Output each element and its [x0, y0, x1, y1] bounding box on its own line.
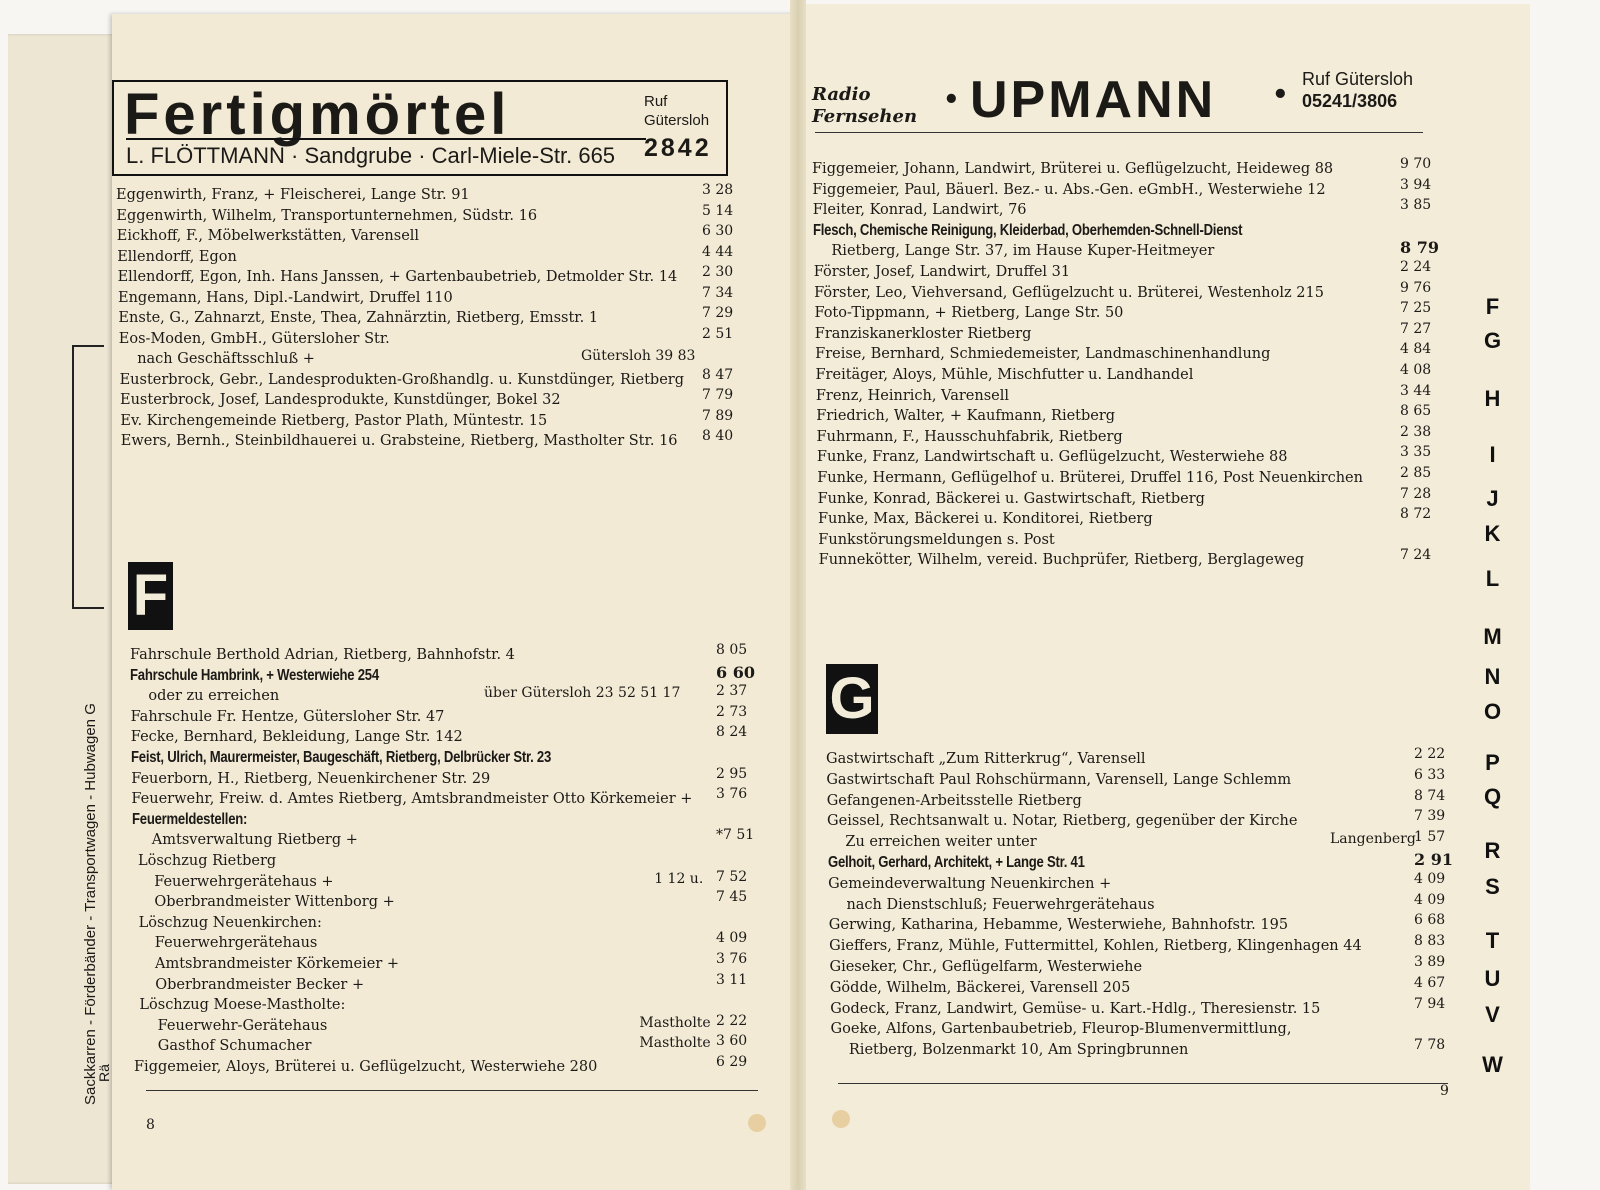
directory-entry: Feuerborn, H., Rietberg, Neuenkirchener Str. 29: [131, 770, 491, 787]
directory-entry: Löschzug Neuenkirchen:: [138, 914, 322, 931]
entry-phone-number: 2 73: [716, 703, 748, 720]
directory-entry: Fahrschule Fr. Hentze, Gütersloher Str. 47: [130, 708, 445, 725]
tab-g[interactable]: G: [1483, 328, 1502, 353]
entry-phone-number: 7 34: [702, 284, 734, 301]
separator-dot: •: [943, 85, 960, 115]
page-stain: [832, 1110, 850, 1128]
entry-phone-number: 2 95: [716, 765, 748, 782]
entry-phone-number: 3 60: [716, 1033, 748, 1050]
directory-entry: Funke, Franz, Landwirtschaft u. Geflügelzucht, Westerwiehe 88: [816, 449, 1288, 466]
book-gutter: [790, 0, 806, 1190]
entry-phone-number: 7 29: [702, 305, 734, 321]
entry-phone-number: 2 30: [702, 264, 734, 280]
tab-q[interactable]: Q: [1483, 784, 1502, 809]
directory-entry: Funke, Hermann, Geflügelhof u. Brüterei, Druffel 116, Post Neuenkirchen: [817, 470, 1363, 486]
directory-entry: nach Geschäftsschluß +: [137, 351, 315, 367]
directory-entry: nach Dienstschluß; Feuerwehrgerätehaus: [846, 896, 1155, 913]
entry-phone-number: 2 37: [716, 683, 748, 700]
directory-entry: Oberbrandmeister Becker +: [155, 976, 365, 993]
tab-w[interactable]: W: [1482, 1052, 1503, 1077]
upmann-ruf: Ruf Gütersloh: [1302, 69, 1414, 89]
entry-extra: 1 12 u.: [654, 870, 704, 887]
directory-entry: Funkstörungsmeldungen s. Post: [818, 531, 1055, 548]
entry-phone-number: 3 76: [716, 786, 748, 803]
ad-ruf: [644, 92, 709, 130]
entry-phone-number: 3 94: [1400, 176, 1432, 193]
right-footer-rule: [838, 1083, 1448, 1084]
directory-entry: Engemann, Hans, Dipl.-Landwirt, Druffel 110: [118, 289, 453, 306]
fertigmoertel-ad: [112, 80, 728, 176]
entry-phone-number: 7 39: [1414, 808, 1446, 825]
spine-text-2: Rä: [96, 1064, 112, 1082]
entry-phone-number: 5 14: [702, 202, 734, 219]
tab-j[interactable]: J: [1486, 486, 1499, 511]
entry-phone-number: 7 25: [1400, 300, 1432, 317]
entry-phone-number: 7 52: [716, 868, 748, 885]
entry-phone-number: 4 09: [716, 930, 748, 947]
directory-entry: Fleiter, Konrad, Landwirt, 76: [812, 202, 1027, 219]
directory-entry: Zu erreichen weiter unter: [845, 834, 1037, 851]
directory-entry: Frenz, Heinrich, Varensell: [815, 387, 1009, 404]
directory-entry: Feuerwehrgerätehaus: [154, 935, 318, 952]
entry-phone-number: 9 70: [1400, 156, 1432, 172]
section-letter-f: F: [128, 562, 173, 630]
directory-entry: Funke, Max, Bäckerei u. Konditorei, Rietberg: [817, 511, 1153, 528]
tab-u[interactable]: U: [1484, 966, 1501, 991]
entry-phone-number: 1 57: [1414, 829, 1446, 846]
spine-text: Sackkarren - Förderbänder - Transportwagen - Hubwagen G: [82, 703, 99, 1105]
ad-ruf-label: Ruf: [644, 93, 668, 110]
directory-entry: Gelhoit, Gerhard, Architekt, + Lange Str. 41: [827, 854, 1085, 871]
directory-entry: Gödde, Wilhelm, Bäckerei, Varensell 205: [829, 979, 1131, 996]
entry-phone-number: 7 79: [702, 387, 734, 403]
tab-p[interactable]: P: [1485, 750, 1500, 775]
entry-phone-number: 8 24: [716, 724, 748, 741]
entry-phone-number: 2 91: [1414, 850, 1453, 869]
directory-entry: Franziskanerkloster Rietberg: [814, 325, 1032, 342]
directory-entry: Amtsverwaltung Rietberg +: [151, 832, 358, 849]
entry-phone-number: 6 33: [1414, 766, 1446, 783]
entry-phone-number: 8 83: [1414, 933, 1446, 950]
directory-entry: Löschzug Moese-Mastholte:: [139, 997, 346, 1014]
entry-phone-number: 3 28: [702, 182, 734, 198]
entry-phone-number: 8 05: [716, 642, 748, 658]
directory-entry: Feuerwehr, Freiw. d. Amtes Rietberg, Amtsbrandmeister Otto Körkemeier +: [131, 791, 693, 808]
directory-entry: Rietberg, Bolzenmarkt 10, Am Springbrunnen: [848, 1042, 1189, 1059]
directory-entry: Foto-Tippmann, + Rietberg, Lange Str. 50: [814, 305, 1124, 322]
entry-phone-number: 8 79: [1400, 238, 1439, 258]
entry-phone-number: 7 94: [1414, 995, 1446, 1012]
right-page-number: 9: [1440, 1083, 1449, 1099]
entry-extra: über Gütersloh 23 52 51 17: [484, 685, 681, 702]
entry-phone-number: 7 78: [1414, 1037, 1446, 1054]
upmann-logo: UPMANN: [970, 71, 1217, 129]
entry-phone-number: 4 44: [702, 243, 734, 260]
directory-entry: Ellendorff, Egon, Inh. Hans Janssen, + Gartenbaubetrieb, Detmolder Str. 14: [117, 269, 678, 285]
radio-label: Radio: [812, 84, 871, 105]
directory-entry: Eggenwirth, Wilhelm, Transportunternehmen, Südstr. 16: [116, 207, 538, 224]
alphabet-tab-bar: [1455, 285, 1530, 1155]
directory-entry: Ev. Kirchengemeinde Rietberg, Pastor Plath, Müntestr. 15: [120, 412, 548, 429]
directory-entry: Fahrschule Berthold Adrian, Rietberg, Bahnhofstr. 4: [130, 647, 515, 663]
directory-entry: Ellendorff, Egon: [117, 248, 237, 265]
entry-phone-number: 2 24: [1400, 259, 1432, 275]
directory-entry: Gieseker, Chr., Geflügelfarm, Westerwiehe: [829, 959, 1143, 975]
tab-i[interactable]: I: [1489, 442, 1496, 467]
entry-phone-number: 2 38: [1400, 423, 1432, 440]
ad-title: Fertigmörtel: [124, 82, 511, 147]
directory-entry: Gefangenen-Arbeitsstelle Rietberg: [826, 792, 1082, 809]
entry-phone-number: 3 89: [1414, 954, 1446, 970]
directory-entry: Löschzug Rietberg: [138, 853, 277, 869]
entry-phone-number: 7 24: [1400, 547, 1432, 564]
directory-entry: Feuerwehr-Gerätehaus: [157, 1017, 328, 1034]
entry-phone-number: 3 44: [1400, 382, 1432, 399]
directory-entry: Eusterbrock, Josef, Landesprodukte, Kunstdünger, Bokel 32: [120, 392, 561, 408]
directory-entry: Gasthof Schumacher: [157, 1038, 312, 1055]
directory-entry: Rietberg, Lange Str. 37, im Hause Kuper-Heitmeyer: [831, 243, 1215, 260]
entry-phone-number: 9 76: [1400, 279, 1432, 296]
directory-entry: Flesch, Chemische Reinigung, Kleiderbad, Oberhemden-Schnell-Dienst: [813, 221, 1243, 239]
entry-phone-number: 7 27: [1400, 320, 1432, 337]
entry-phone-number: 2 22: [716, 1012, 748, 1029]
entry-extra: Gütersloh 39 83: [581, 348, 696, 364]
directory-entry: Friedrich, Walter, + Kaufmann, Rietberg: [816, 408, 1116, 425]
directory-entry: Feist, Ulrich, Maurermeister, Baugeschäft, Rietberg, Delbrücker Str. 23: [131, 749, 552, 766]
section-letter-g: G: [826, 664, 878, 734]
directory-entry: Amtsbrandmeister Körkemeier +: [155, 956, 400, 972]
tab-o[interactable]: O: [1483, 699, 1502, 724]
upmann-phone: [1302, 68, 1413, 112]
left-footer-rule: [146, 1090, 758, 1091]
entry-phone-number: 7 89: [702, 407, 734, 424]
entry-phone-number: *7 51: [716, 827, 755, 844]
tab-v[interactable]: V: [1485, 1002, 1500, 1027]
directory-entry: Gerwing, Katharina, Hebamme, Westerwiehe, Bahnhofstr. 195: [828, 917, 1289, 934]
entry-phone-number: 4 08: [1400, 362, 1432, 378]
directory-entry: Gemeindeverwaltung Neuenkirchen +: [828, 875, 1112, 892]
tab-f[interactable]: F: [1485, 294, 1500, 319]
tab-k[interactable]: K: [1484, 521, 1501, 546]
directory-entry: Freitäger, Aloys, Mühle, Mischfutter u. Landhandel: [815, 367, 1194, 383]
directory-entry: Funnekötter, Wilhelm, vereid. Buchprüfer, Rietberg, Berglageweg: [818, 552, 1305, 569]
entry-phone-number: 8 47: [702, 366, 734, 383]
directory-entry: Feuerwehrgerätehaus +: [154, 873, 334, 890]
directory-entry: Fuhrmann, F., Hausschuhfabrik, Rietberg: [816, 428, 1123, 445]
directory-entry: Figgemeier, Johann, Landwirt, Brüterei u. Geflügelzucht, Heideweg 88: [812, 161, 1334, 177]
entry-phone-number: 2 51: [702, 325, 734, 342]
directory-entry: Enste, G., Zahnarzt, Enste, Thea, Zahnärztin, Rietberg, Emsstr. 1: [118, 310, 599, 326]
entry-phone-number: 6 60: [716, 662, 755, 682]
entry-phone-number: 4 84: [1400, 341, 1432, 358]
entry-phone-number: 3 35: [1400, 444, 1432, 461]
directory-entry: Goeke, Alfons, Gartenbaubetrieb, Fleurop-Blumenvermittlung,: [830, 1021, 1292, 1038]
directory-entry: Geissel, Rechtsanwalt u. Notar, Rietberg, gegenüber der Kirche: [827, 813, 1298, 830]
directory-entry: Funke, Konrad, Bäckerei u. Gastwirtschaft, Rietberg: [817, 490, 1205, 507]
directory-entry: Förster, Leo, Viehversand, Geflügelzucht u. Brüterei, Westenholz 215: [814, 284, 1324, 301]
directory-entry: Ewers, Bernh., Steinbildhauerei u. Grabsteine, Rietberg, Mastholter Str. 16: [120, 433, 678, 449]
directory-entry: Eggenwirth, Franz, + Fleischerei, Lange Str. 91: [116, 187, 470, 203]
entry-phone-number: 6 68: [1414, 912, 1446, 929]
entry-phone-number: 3 76: [716, 951, 748, 967]
tab-t[interactable]: T: [1485, 928, 1500, 953]
upmann-number: 05241/3806: [1302, 91, 1398, 111]
tab-m[interactable]: M: [1483, 624, 1502, 649]
entry-phone-number: 8 72: [1400, 506, 1432, 523]
directory-entry: Godeck, Franz, Landwirt, Gemüse- u. Kart.-Hdlg., Theresienstr. 15: [830, 1000, 1321, 1017]
radio-fernsehen: [812, 84, 917, 128]
directory-entry: Oberbrandmeister Wittenborg +: [154, 894, 395, 911]
directory-entry: Fecke, Bernhard, Bekleidung, Lange Str. 142: [130, 729, 463, 746]
entry-phone-number: 4 09: [1414, 891, 1446, 908]
entry-phone-number: 3 85: [1400, 197, 1432, 214]
entry-extra: Langenberg: [1330, 831, 1416, 848]
page-stain: [748, 1114, 766, 1132]
directory-entry: oder zu erreichen: [148, 688, 280, 705]
entry-phone-number: 8 65: [1400, 403, 1432, 420]
entry-phone-number: 4 09: [1414, 870, 1446, 887]
tab-h[interactable]: H: [1484, 386, 1501, 411]
entry-phone-number: 2 22: [1414, 746, 1446, 762]
directory-entry: Fahrschule Hambrink, + Westerwiehe 254: [130, 666, 380, 684]
directory-entry: Freise, Bernhard, Schmiedemeister, Landmaschinenhandlung: [815, 346, 1271, 363]
entry-phone-number: 2 85: [1400, 465, 1432, 481]
directory-entry: Gastwirtschaft Paul Rohschürmann, Varensell, Lange Schlemm: [826, 771, 1292, 788]
directory-entry: Eusterbrock, Gebr., Landesprodukten-Großhandlg. u. Kunstdünger, Rietberg: [119, 371, 684, 388]
entry-phone-number: 7 45: [716, 889, 748, 906]
entry-phone-number: 3 11: [716, 971, 748, 988]
directory-entry: Eos-Moden, GmbH., Gütersloher Str.: [118, 330, 390, 347]
tab-s[interactable]: S: [1485, 874, 1500, 899]
entry-phone-number: 6 29: [716, 1054, 748, 1070]
directory-entry: Gieffers, Franz, Mühle, Futtermittel, Kohlen, Rietberg, Klingenhagen 44: [829, 938, 1362, 955]
ad-phone: 2842: [644, 134, 712, 162]
ad-city: Gütersloh: [644, 112, 710, 129]
entry-phone-number: 4 67: [1414, 974, 1446, 991]
entry-extra: Mastholte: [639, 1014, 711, 1031]
tab-l[interactable]: L: [1485, 566, 1500, 591]
entry-phone-number: 7 28: [1400, 485, 1432, 502]
fernsehen-label: Fernsehen: [812, 106, 918, 127]
ad-subtitle: L. FLÖTTMANN · Sandgrube · Carl-Miele-Str. 665: [126, 138, 646, 170]
left-page-number: 8: [146, 1117, 155, 1133]
tab-r[interactable]: R: [1484, 838, 1501, 863]
directory-entry: Feuermeldestellen:: [131, 810, 247, 828]
directory-entry: Förster, Josef, Landwirt, Druffel 31: [813, 264, 1071, 280]
entry-phone-number: 6 30: [702, 223, 734, 239]
entry-extra: Mastholte: [639, 1035, 711, 1052]
entry-phone-number: 8 74: [1414, 787, 1446, 804]
directory-entry: Gastwirtschaft „Zum Ritterkrug“, Varensell: [826, 751, 1146, 767]
entry-phone-number: 8 40: [702, 428, 734, 444]
tab-n[interactable]: N: [1484, 664, 1501, 689]
directory-entry: Figgemeier, Paul, Bäuerl. Bez.- u. Abs.-Gen. eGmbH., Westerwiehe 12: [812, 181, 1326, 198]
directory-entry: Figgemeier, Aloys, Brüterei u. Geflügelzucht, Westerwiehe 280: [134, 1059, 598, 1075]
separator-dot: •: [1272, 80, 1289, 110]
right-header-rule: [815, 132, 1423, 133]
directory-entry: Eickhoff, F., Möbelwerkstätten, Varensell: [116, 228, 420, 244]
